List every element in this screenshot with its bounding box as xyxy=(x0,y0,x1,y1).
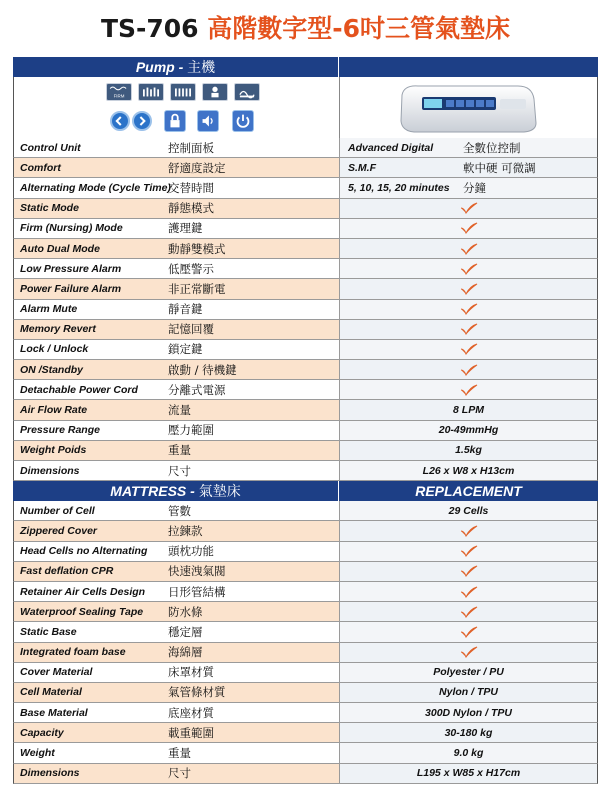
spec-label-en: Static Base xyxy=(20,625,77,638)
spec-label-en: Number of Cell xyxy=(20,504,95,517)
check-icon xyxy=(460,263,478,275)
spec-label-en: Detachable Power Cord xyxy=(20,383,138,396)
spec-label-cell xyxy=(14,300,340,319)
spec-value-cell xyxy=(340,138,597,157)
spec-label-en: Control Unit xyxy=(20,141,81,154)
check-icon xyxy=(460,646,478,658)
spec-row xyxy=(13,501,598,521)
spec-label-zh: 壓力範圍 xyxy=(168,423,214,438)
control-panel-illustration xyxy=(14,77,340,138)
spec-label-zh: 氣管條材質 xyxy=(168,685,226,700)
spec-label-zh: 非正常斷電 xyxy=(168,281,226,296)
spec-row xyxy=(13,582,598,602)
spec-label-en: Static Mode xyxy=(20,202,79,215)
spec-row xyxy=(13,340,598,360)
spec-label-zh: 靜音鍵 xyxy=(168,302,203,317)
spec-label-zh: 分離式電源 xyxy=(168,382,226,397)
spec-value: 9.0 kg xyxy=(453,747,484,760)
spec-label-zh: 啟動 / 待機鍵 xyxy=(168,362,237,377)
spec-label-zh: 頭枕功能 xyxy=(168,544,214,559)
spec-row xyxy=(13,199,598,219)
spec-label-zh: 靜態模式 xyxy=(168,201,214,216)
spec-label-zh: 尺寸 xyxy=(168,463,191,478)
spec-label-cell xyxy=(14,380,340,399)
check-icon xyxy=(460,243,478,255)
spec-label-en: Air Flow Rate xyxy=(20,404,88,417)
spec-value-cell xyxy=(340,199,597,218)
spec-label-cell xyxy=(14,542,340,561)
spec-value-cell xyxy=(340,562,597,581)
spec-value-cell xyxy=(340,239,597,258)
spec-value-cell xyxy=(340,158,597,177)
spec-value-cell xyxy=(340,622,597,641)
spec-value-cell xyxy=(340,764,597,783)
spec-row xyxy=(13,703,598,723)
mattress-header-title xyxy=(13,481,339,501)
spec-value-cell xyxy=(340,421,597,440)
spec-row xyxy=(13,219,598,239)
spec-value-cell xyxy=(340,300,597,319)
spec-label-en: Cell Material xyxy=(20,686,82,699)
spec-label-cell xyxy=(14,219,340,238)
spec-row xyxy=(13,521,598,541)
spec-label-en: Alternating Mode (Cycle Time) xyxy=(20,181,171,194)
spec-label-zh: 控制面板 xyxy=(168,140,214,155)
spec-label-zh: 快速洩氣閥 xyxy=(168,564,226,579)
spec-row xyxy=(13,723,598,743)
spec-label-zh: 低壓警示 xyxy=(168,261,214,276)
spec-row xyxy=(13,663,598,683)
spec-label-en: Dimensions xyxy=(20,464,80,477)
spec-value: 8 LPM xyxy=(453,404,484,417)
spec-value: 1.5kg xyxy=(455,444,482,457)
spec-value-zh: 軟中硬 可微調 xyxy=(463,160,536,175)
pump-spec-table xyxy=(13,138,598,481)
spec-value: 5, 10, 15, 20 minutes xyxy=(348,181,450,194)
spec-value-cell xyxy=(340,178,597,197)
check-icon xyxy=(460,626,478,638)
header-separator: - xyxy=(174,59,188,75)
spec-label-en: Base Material xyxy=(20,706,88,719)
spec-row xyxy=(13,300,598,320)
right-arrow-icon xyxy=(132,111,152,131)
spec-label-zh: 管數 xyxy=(168,503,191,518)
check-icon xyxy=(460,384,478,396)
spec-row xyxy=(13,441,598,461)
spec-label-cell xyxy=(14,622,340,641)
pump-header-zh: 主機 xyxy=(187,60,216,76)
spec-value-cell xyxy=(340,259,597,278)
spec-label-cell xyxy=(14,461,340,480)
spec-row xyxy=(13,421,598,441)
spec-label-zh: 防水條 xyxy=(168,604,203,619)
wave-mode-icon xyxy=(106,83,132,101)
spec-label-en: Auto Dual Mode xyxy=(20,242,100,255)
spec-label-zh: 鎖定鍵 xyxy=(168,342,203,357)
lock-icon xyxy=(164,110,186,132)
model-number: TS-706 xyxy=(100,14,208,43)
spec-value: 20-49mmHg xyxy=(438,424,499,437)
spec-value: L26 x W8 x H13cm xyxy=(422,464,515,477)
spec-row xyxy=(13,158,598,178)
mattress-header-zh: 氣墊床 xyxy=(198,484,241,501)
spec-row xyxy=(13,743,598,763)
spec-row xyxy=(13,138,598,158)
spec-label-cell xyxy=(14,703,340,722)
spec-value: S.M.F xyxy=(348,161,376,174)
spec-label-cell xyxy=(14,602,340,621)
spec-label-cell xyxy=(14,320,340,339)
pump-product-photo xyxy=(340,77,597,138)
spec-value-cell xyxy=(340,602,597,621)
spec-row xyxy=(13,622,598,642)
spec-value-cell xyxy=(340,643,597,662)
check-icon xyxy=(460,545,478,557)
pump-image-row xyxy=(13,77,598,138)
spec-label-en: Zippered Cover xyxy=(20,524,98,537)
spec-value-cell xyxy=(340,340,597,359)
spec-label-en: Firm (Nursing) Mode xyxy=(20,222,123,235)
spec-label-en: Alarm Mute xyxy=(20,303,78,316)
nurse-mode-icon xyxy=(202,83,228,101)
spec-row xyxy=(13,764,598,784)
spec-label-cell xyxy=(14,501,340,520)
spec-label-cell xyxy=(14,199,340,218)
check-icon xyxy=(460,303,478,315)
spec-label-cell xyxy=(14,764,340,783)
spec-label-zh: 重量 xyxy=(168,443,191,458)
spec-sheet xyxy=(13,57,598,784)
spec-value-cell xyxy=(340,320,597,339)
alternating-icon xyxy=(138,83,164,101)
mattress-header xyxy=(13,481,598,501)
check-icon xyxy=(460,202,478,214)
spec-label-zh: 載重範圍 xyxy=(168,725,214,740)
weight-setting-icon xyxy=(234,83,260,101)
spec-label-cell xyxy=(14,723,340,742)
spec-value-cell xyxy=(340,380,597,399)
spec-value: L195 x W85 x H17cm xyxy=(416,767,521,780)
spec-label-en: ON /Standby xyxy=(20,363,84,376)
spec-value-cell xyxy=(340,582,597,601)
spec-row xyxy=(13,239,598,259)
spec-label-cell xyxy=(14,643,340,662)
spec-value-cell xyxy=(340,521,597,540)
spec-value-cell xyxy=(340,743,597,762)
spec-label-cell xyxy=(14,279,340,298)
spec-value: 30-180 kg xyxy=(444,726,493,739)
spec-value-cell xyxy=(340,461,597,480)
spec-label-en: Pressure Range xyxy=(20,424,100,437)
spec-row xyxy=(13,380,598,400)
spec-value-zh: 分鐘 xyxy=(463,180,486,195)
spec-label-cell xyxy=(14,239,340,258)
check-icon xyxy=(460,586,478,598)
spec-row xyxy=(13,360,598,380)
spec-row xyxy=(13,461,598,481)
spec-value-cell xyxy=(340,683,597,702)
spec-label-cell xyxy=(14,421,340,440)
left-arrow-icon xyxy=(110,111,130,131)
spec-label-zh: 海綿層 xyxy=(168,645,203,660)
spec-row xyxy=(13,279,598,299)
spec-label-cell xyxy=(14,562,340,581)
spec-label-en: Lock / Unlock xyxy=(20,343,89,356)
pump-header-title xyxy=(13,57,339,77)
spec-label-en: Weight xyxy=(20,747,55,760)
spec-value-cell xyxy=(340,279,597,298)
pump-header-right xyxy=(339,57,598,77)
check-icon xyxy=(460,565,478,577)
spec-value-cell xyxy=(340,663,597,682)
mute-icon xyxy=(197,110,219,132)
check-icon xyxy=(460,343,478,355)
check-icon xyxy=(460,364,478,376)
spec-label-zh: 重量 xyxy=(168,746,191,761)
spec-label-zh: 拉鍊款 xyxy=(168,523,203,538)
spec-row xyxy=(13,683,598,703)
spec-label-cell xyxy=(14,138,340,157)
spec-label-en: Fast deflation CPR xyxy=(20,565,114,578)
spec-value-cell xyxy=(340,219,597,238)
spec-label-zh: 動靜雙模式 xyxy=(168,241,226,256)
spec-value-cell xyxy=(340,501,597,520)
spec-label-zh: 日形管結構 xyxy=(168,584,226,599)
check-icon xyxy=(460,222,478,234)
spec-label-en: Dimensions xyxy=(20,767,80,780)
spec-label-en: Weight Poids xyxy=(20,444,87,457)
spec-label-en: Integrated foam base xyxy=(20,646,126,659)
spec-label-zh: 舒適度設定 xyxy=(168,160,226,175)
header-separator: - xyxy=(186,483,199,500)
spec-row xyxy=(13,320,598,340)
spec-label-cell xyxy=(14,743,340,762)
mattress-header-en: MATTRESS xyxy=(110,483,187,500)
spec-value-cell xyxy=(340,723,597,742)
spec-row xyxy=(13,400,598,420)
spec-label-cell xyxy=(14,178,340,197)
spec-row xyxy=(13,542,598,562)
spec-label-en: Low Pressure Alarm xyxy=(20,262,122,275)
spec-row xyxy=(13,562,598,582)
product-subtitle: 高階數字型-6吋三管氣墊床 xyxy=(207,14,511,43)
spec-label-cell xyxy=(14,340,340,359)
spec-label-cell xyxy=(14,400,340,419)
spec-row xyxy=(13,259,598,279)
spec-label-zh: 尺寸 xyxy=(168,766,191,781)
spec-row xyxy=(13,602,598,622)
check-icon xyxy=(460,525,478,537)
spec-value-cell xyxy=(340,703,597,722)
spec-label-en: Capacity xyxy=(20,726,64,739)
page-title xyxy=(0,14,611,44)
check-icon xyxy=(460,323,478,335)
spec-label-en: Power Failure Alarm xyxy=(20,282,122,295)
spec-label-en: Cover Material xyxy=(20,666,93,679)
spec-label-en: Head Cells no Alternating xyxy=(20,545,148,558)
spec-label-cell xyxy=(14,158,340,177)
spec-value: 300D Nylon / TPU xyxy=(425,706,512,719)
spec-label-zh: 護理鍵 xyxy=(168,221,203,236)
spec-label-cell xyxy=(14,441,340,460)
check-icon xyxy=(460,606,478,618)
spec-label-zh: 底座材質 xyxy=(168,705,214,720)
spec-value: Polyester / PU xyxy=(433,666,504,679)
spec-label-en: Memory Revert xyxy=(20,323,96,336)
power-icon xyxy=(232,110,254,132)
spec-row xyxy=(13,178,598,198)
spec-value-cell xyxy=(340,360,597,379)
spec-label-zh: 床罩材質 xyxy=(168,665,214,680)
spec-value-cell xyxy=(340,441,597,460)
spec-label-cell xyxy=(14,582,340,601)
spec-row xyxy=(13,643,598,663)
spec-label-cell xyxy=(14,259,340,278)
spec-label-zh: 流量 xyxy=(168,403,191,418)
spec-label-zh: 記憶回覆 xyxy=(168,322,214,337)
spec-value-cell xyxy=(340,542,597,561)
spec-label-cell xyxy=(14,683,340,702)
static-icon xyxy=(170,83,196,101)
spec-label-cell xyxy=(14,521,340,540)
spec-value: Nylon / TPU xyxy=(439,686,498,699)
firm-label: FIRM xyxy=(113,93,125,99)
spec-label-zh: 交替時間 xyxy=(168,180,214,195)
spec-label-en: Waterproof Sealing Tape xyxy=(20,605,144,618)
pump-header-en: Pump xyxy=(135,59,175,75)
spec-value: 29 Cells xyxy=(448,504,489,517)
spec-value-zh: 全數位控制 xyxy=(463,140,521,155)
spec-value: Advanced Digital xyxy=(348,141,434,154)
mattress-spec-table xyxy=(13,501,598,784)
spec-value-cell xyxy=(340,400,597,419)
spec-label-cell xyxy=(14,663,340,682)
replacement-header: REPLACEMENT xyxy=(415,483,522,500)
spec-label-en: Retainer Air Cells Design xyxy=(20,585,146,598)
spec-label-zh: 穩定層 xyxy=(168,624,203,639)
spec-label-en: Comfort xyxy=(20,161,61,174)
check-icon xyxy=(460,283,478,295)
pump-header xyxy=(13,57,598,77)
spec-label-cell xyxy=(14,360,340,379)
